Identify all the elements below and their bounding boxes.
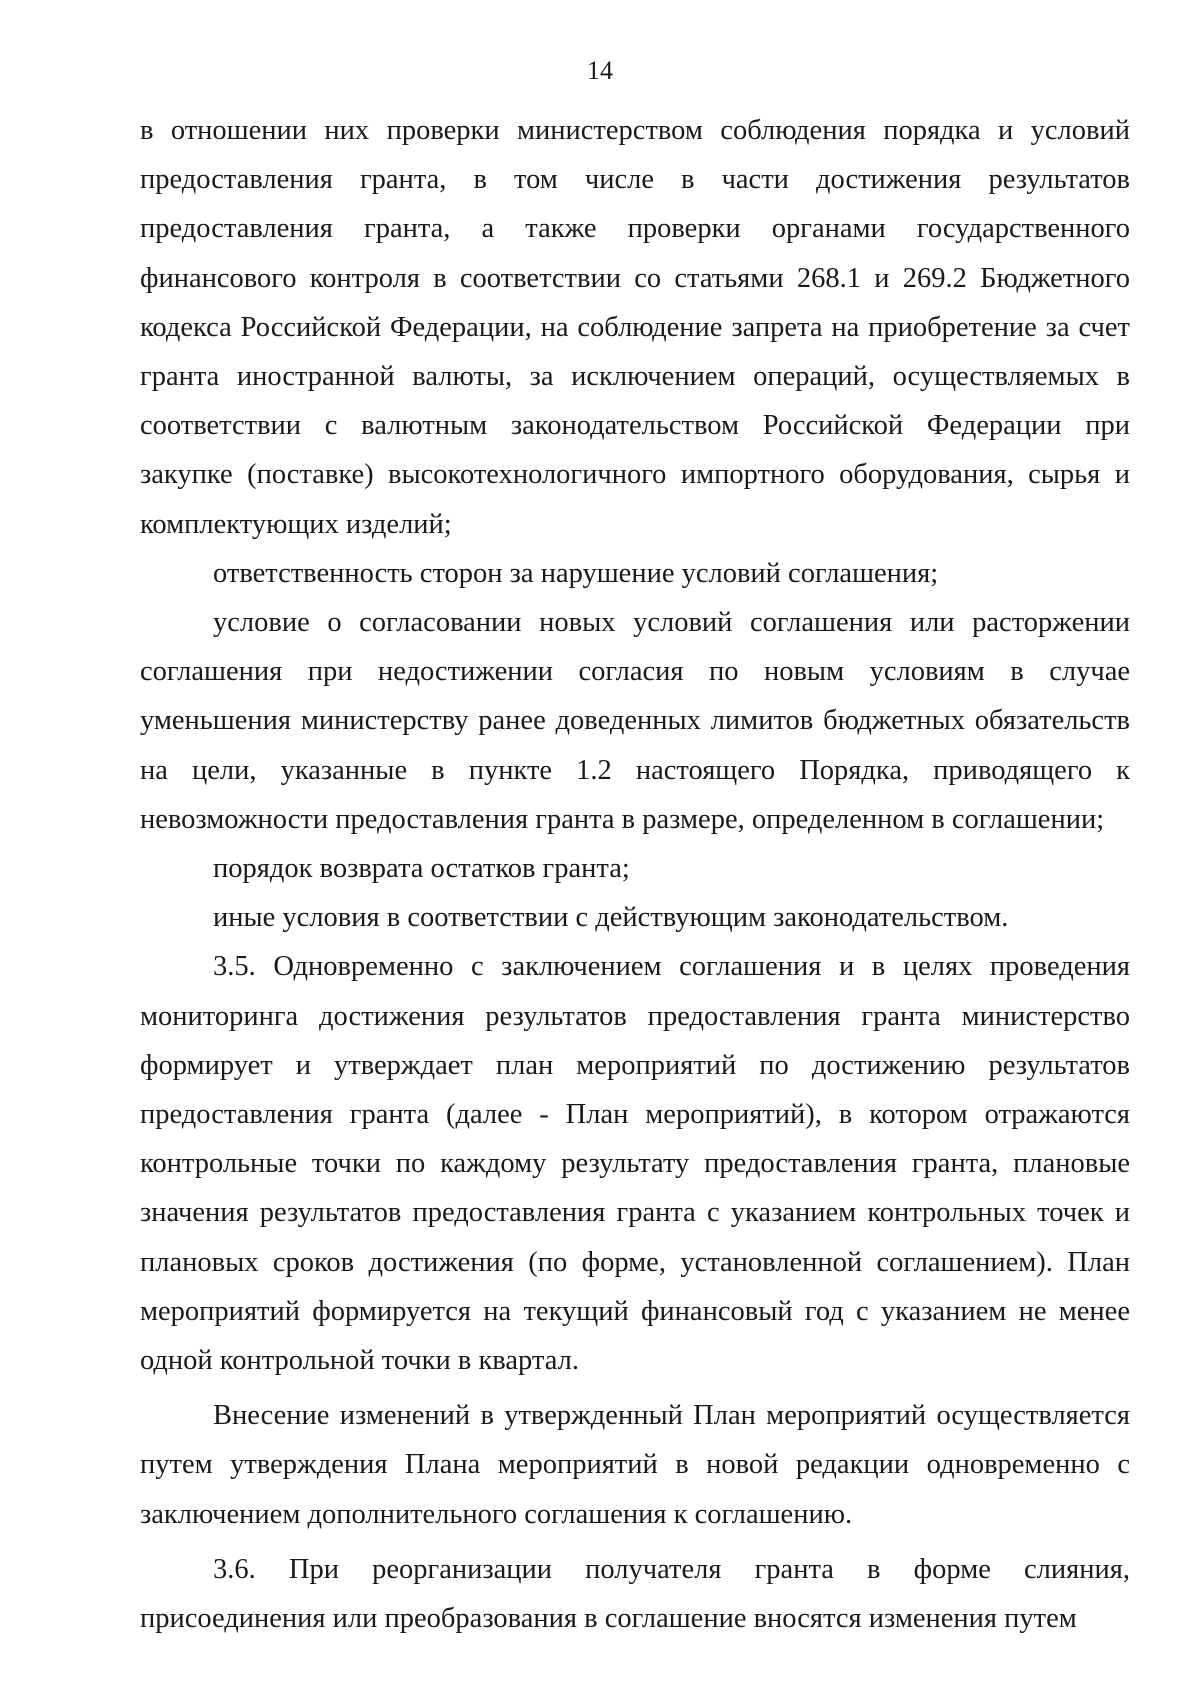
paragraph-parties-liability: ответственность сторон за нарушение условий соглашения; [213,557,939,589]
paragraph-plan-amendments: Внесение изменений в утвержденный План мероприятий осуществляется путем утверждения Плана мероприятий в новой редакции одновременно с заключением дополнительного соглашения к соглашению. [140,1400,1130,1530]
page-number: 14 [587,56,613,85]
paragraph-3-5-action-plan: 3.5. Одновременно с заключением соглашения и в целях проведения мониторинга достижения результатов предоставления гранта министерство формирует и утверждает план мероприятий по достижению результатов предоставления гранта (далее - План мероприятий), в котором отражаются контрольные точки по каждому результату предоставления гранта, плановые значения результатов предоставления гранта с указанием контрольных точек и плановых сроков достижения (по форме, установленной соглашением). План мероприятий формируется на текущий финансовый год с указанием не менее одной контрольной точки в квартал. [140,951,1130,1377]
paragraph-new-conditions: условие о согласовании новых условий соглашения или расторжении соглашения при недостижении согласия по новым условиям в случае уменьшения министерству ранее доведенных лимитов бюджетных обязательств на цели, указанные в пункте 1.2 настоящего Порядка, приводящего к невозможности предоставления гранта в размере, определенном в соглашении; [140,607,1130,835]
paragraph-3-6-reorganization: 3.6. При реорганизации получателя гранта в форме слияния, присоединения или преобразования в соглашение вносятся изменения путем [140,1553,1130,1635]
paragraph-grant-remainder-return: порядок возврата остатков гранта; [213,853,630,885]
document-body [140,106,1130,1643]
paragraph-other-conditions: иные условия в соответствии с действующим законодательством. [213,902,1009,934]
paragraph-inspection-continuation: в отношении них проверки министерством соблюдения порядка и условий предоставления гранта, в том числе в части достижения результатов предоставления гранта, а также проверки органами государственного финансового контроля в соответствии со статьями 268.1 и 269.2 Бюджетного кодекса Российской Федерации, на соблюдение запрета на приобретение за счет гранта иностранной валюты, за исключением операций, осуществляемых в соответствии с валютным законодательством Российской Федерации при закупке (поставке) высокотехнологичного импортного оборудования, сырья и комплектующих изделий; [140,115,1130,540]
